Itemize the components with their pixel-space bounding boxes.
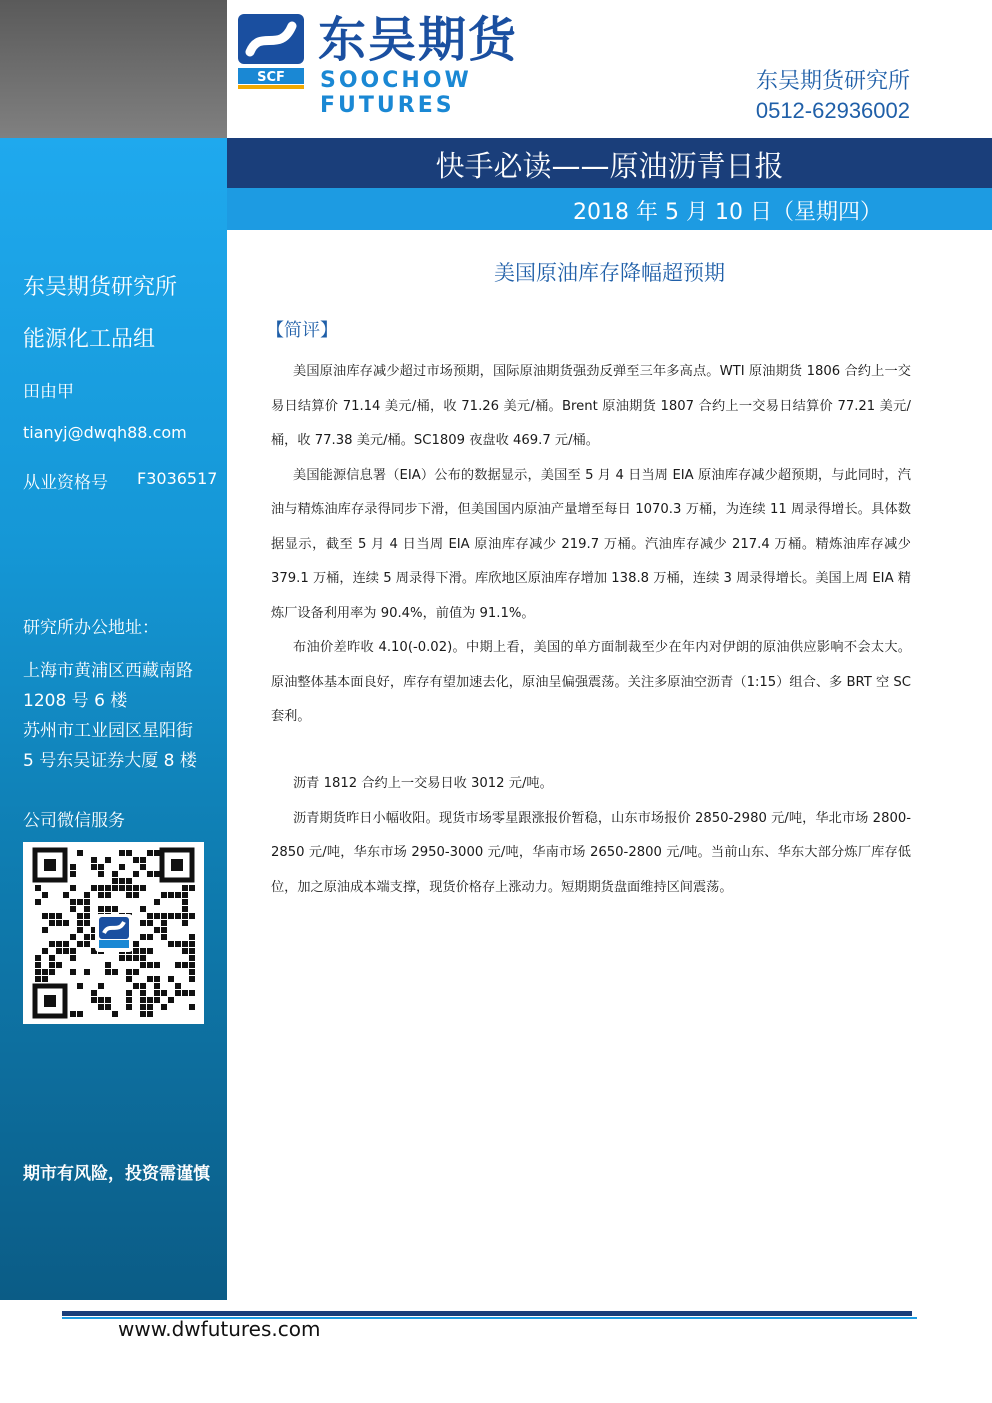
scf-logo-icon [236,12,306,90]
paragraph: 布油价差昨收 4.10(-0.02)。中期上看，美国的单方面制裁至少在年内对伊朗的原油供应影响不会太大。原油整体基本面良好，库存有望加速去化，原油呈偏强震荡。关注多原油空沥青（1:15）组合、多 BRT 空 SC 套利。 [271,640,911,724]
report-title-bar [227,138,992,188]
paragraph: 美国能源信息署（EIA）公布的数据显示，美国至 5 月 4 日当周 EIA 原油库存减少超预期，与此同时，汽油与精炼油库存录得同步下滑，但美国国内原油产量增至每日 1070.3 万桶，为连续 11 周录得增长。具体数据显示，截至 5 月 4 日当周 EIA 原油库存减少 219.7 万桶。汽油库存减少 217.4 万桶。精炼油库存减少 379.1 万桶，连续 5 周录得下滑。库欣地区原油库存增加 138.8 万桶，连续 3 周录得增长。美国上周 EIA 精炼厂设备利用率为 90.4%，前值为 91.1%。 [271,467,911,621]
qr-code-icon[interactable] [23,842,204,1024]
paragraph: 沥青期货昨日小幅收阳。现货市场零星跟涨报价暂稳，山东市场报价 2850-2980 元/吨，华北市场 2800-2850 元/吨，华东市场 2950-3000 元/吨，华南市场 2650-2800 元/吨。当前山东、华东大部分炼厂库存低位，加之原油成本端支撑，现货价格存上涨动力。短期期货盘面维持区间震荡。 [271,810,911,895]
paragraph: 美国原油库存减少超过市场预期，国际原油期货强劲反弹至三年多高点。WTI 原油期货 1806 合约上一交易日结算价 71.14 美元/桶，收 71.26 美元/桶。Brent 原油期货 1807 合约上一交易日结算价 77.21 美元/桶，收 77.38 美元/桶。SC1809 夜盘收 469.7 元/桶。 [271,364,911,448]
article-headline: 美国原油库存降幅超预期 [494,261,725,285]
crude-commentary [271,355,911,735]
sidebar-email[interactable]: tianyj@dwqh88.com [23,423,187,442]
logo-mark-text: SCF [257,70,285,85]
paragraph: 沥青 1812 合约上一交易日收 3012 元/吨。 [293,776,553,791]
company-logo [236,12,566,118]
sidebar-analyst: 田由甲 [23,382,74,402]
sidebar-institute: 东吴期货研究所 [23,275,178,300]
sidebar-address-line: 1208 号 6 楼 [23,691,128,711]
footer-url-link[interactable]: www.dwfutures.com [118,1317,321,1341]
report-title: 快手必读——原油沥青日报 [435,149,784,183]
sidebar-group: 能源化工品组 [23,327,156,352]
asphalt-commentary [271,767,911,905]
header-org: 东吴期货研究所 [755,69,910,94]
report-date-bar [227,188,992,230]
sidebar-address-line: 5 号东吴证券大厦 8 楼 [23,751,197,771]
footer-divider [62,1311,912,1316]
sidebar-address-label: 研究所办公地址： [23,618,159,638]
sidebar-license-label: 从业资格号 [23,473,108,493]
qr-code-graphic [23,842,204,1024]
logo-name-cn: 东吴期货 [318,12,519,68]
sidebar-license-no: F3036517 [137,469,218,488]
report-date: 2018 年 5 月 10 日（星期四） [573,200,882,225]
sidebar-address-line: 苏州市工业园区星阳街 [23,721,193,741]
header-phone: 0512-62936002 [755,98,910,123]
sidebar-address-line: 上海市黄浦区西藏南路 [23,661,193,681]
sidebar-top-block [0,0,227,138]
section-label: 【简评】 [266,320,338,341]
risk-notice: 期市有风险，投资需谨慎 [23,1164,210,1184]
sidebar-wechat-label: 公司微信服务 [23,811,125,831]
logo-name-en: SOOCHOW FUTURES [320,68,472,118]
